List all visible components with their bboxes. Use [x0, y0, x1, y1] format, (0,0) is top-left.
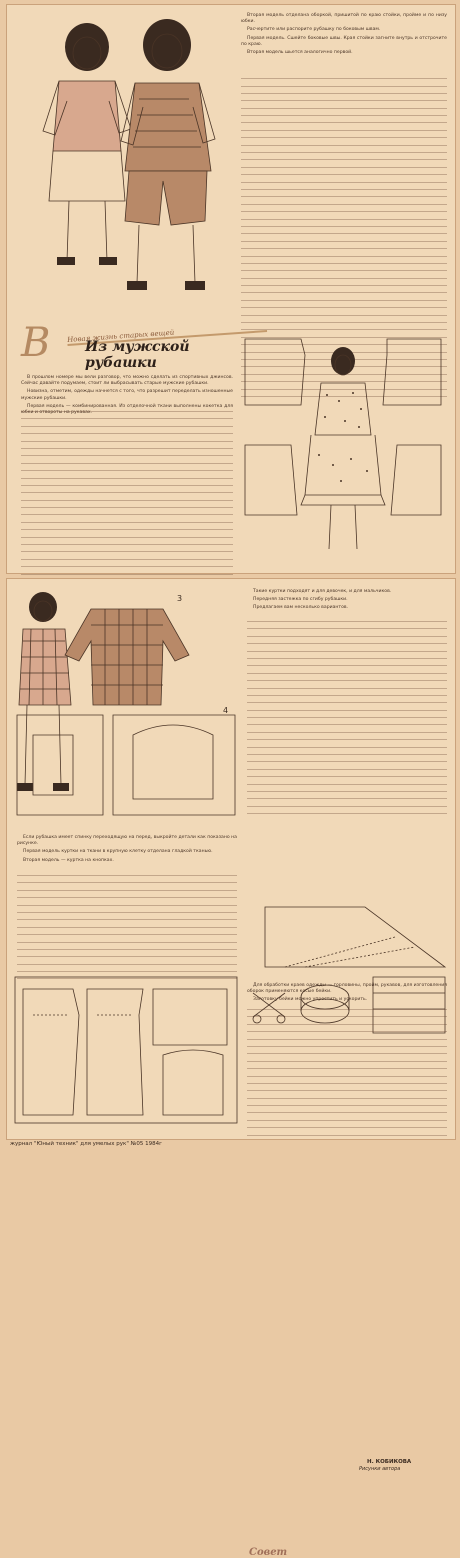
figure-number: 4 — [223, 706, 229, 715]
author-name: Н. КОБИКОВА — [367, 1459, 412, 1465]
paragraph: Для обработки краев одежды — горловины, пройм, рукавов, для изготовления оборок применяются косые бейки. — [247, 983, 447, 995]
paragraph: Вторая модель — куртка на кнопках. — [23, 857, 114, 863]
article-title: Из мужской рубашки — [85, 339, 190, 371]
paragraph: Вторая модель отделана оборкой, пришитой по краю стойки, пройме и по низу юбки. — [241, 13, 447, 25]
jacket-illustrations — [13, 585, 239, 825]
intro-text-lines — [21, 405, 233, 582]
article-sheet-top — [6, 4, 456, 574]
paragraph: Первая модель — комбинированная. Из отделочной ткани выполнены кокетка для юбки и отвороты на рукавах. — [21, 403, 233, 416]
paragraph: Такие куртки подходят и для девочек, и для мальчиков. — [253, 589, 392, 594]
dress-pattern-diagram — [241, 335, 447, 565]
paragraph: В прошлом номере мы вели разговор, что можно сделать из спортивных джинсов. Сейчас давайте подумаем, стоит ли выбрасывать старые мужские рубашки. — [21, 375, 233, 387]
paragraph: Предлагаем вам несколько вариантов. — [253, 605, 349, 611]
paragraph: Передняя застежка по сгибу рубашки. — [253, 597, 348, 603]
paragraph: Заготовку бейки можно упростить и ускорить. — [253, 997, 368, 1003]
sovet-text-lines — [247, 1003, 447, 1136]
paragraph: Если рубашка имеет спинку переходящую на перед, выкройте детали как показано на рисунке. — [17, 835, 237, 847]
figure-number: 3 — [177, 594, 183, 603]
paragraph: Вторая модель шьется аналогично первой. — [247, 50, 353, 56]
rubric-heading: Новая жизнь старых вещей — [67, 322, 267, 346]
author-role: Рисунки автора — [359, 1466, 401, 1472]
page-footer-caption: журнал "Юный техник" для умелых рук" №05 1984г — [10, 1141, 162, 1147]
decorative-initial: В — [21, 320, 51, 366]
text-column-right-top-content — [241, 13, 447, 73]
paragraph: Новизна, отметим, одежды начнется с того, что разрешит переделать изношенные мужские рубашки. — [21, 389, 233, 401]
paragraph: Первая модель куртки на ткани в крупную клетку отделана гладкой тканью. — [23, 849, 213, 855]
pattern-layout-diagram — [13, 975, 239, 1125]
paragraph: Первая модель. Сшейте боковые швы. Края стойки загните внутрь и отстрочите по краю. — [241, 35, 447, 47]
sovet-heading: Совет — [249, 1547, 288, 1558]
girls-illustration — [29, 11, 229, 321]
jacket-text-lines — [17, 869, 237, 980]
paragraph: Расчертите или распорите рубашку по боковым швам. — [247, 27, 381, 33]
text-column-right-mid-lines — [247, 615, 447, 815]
